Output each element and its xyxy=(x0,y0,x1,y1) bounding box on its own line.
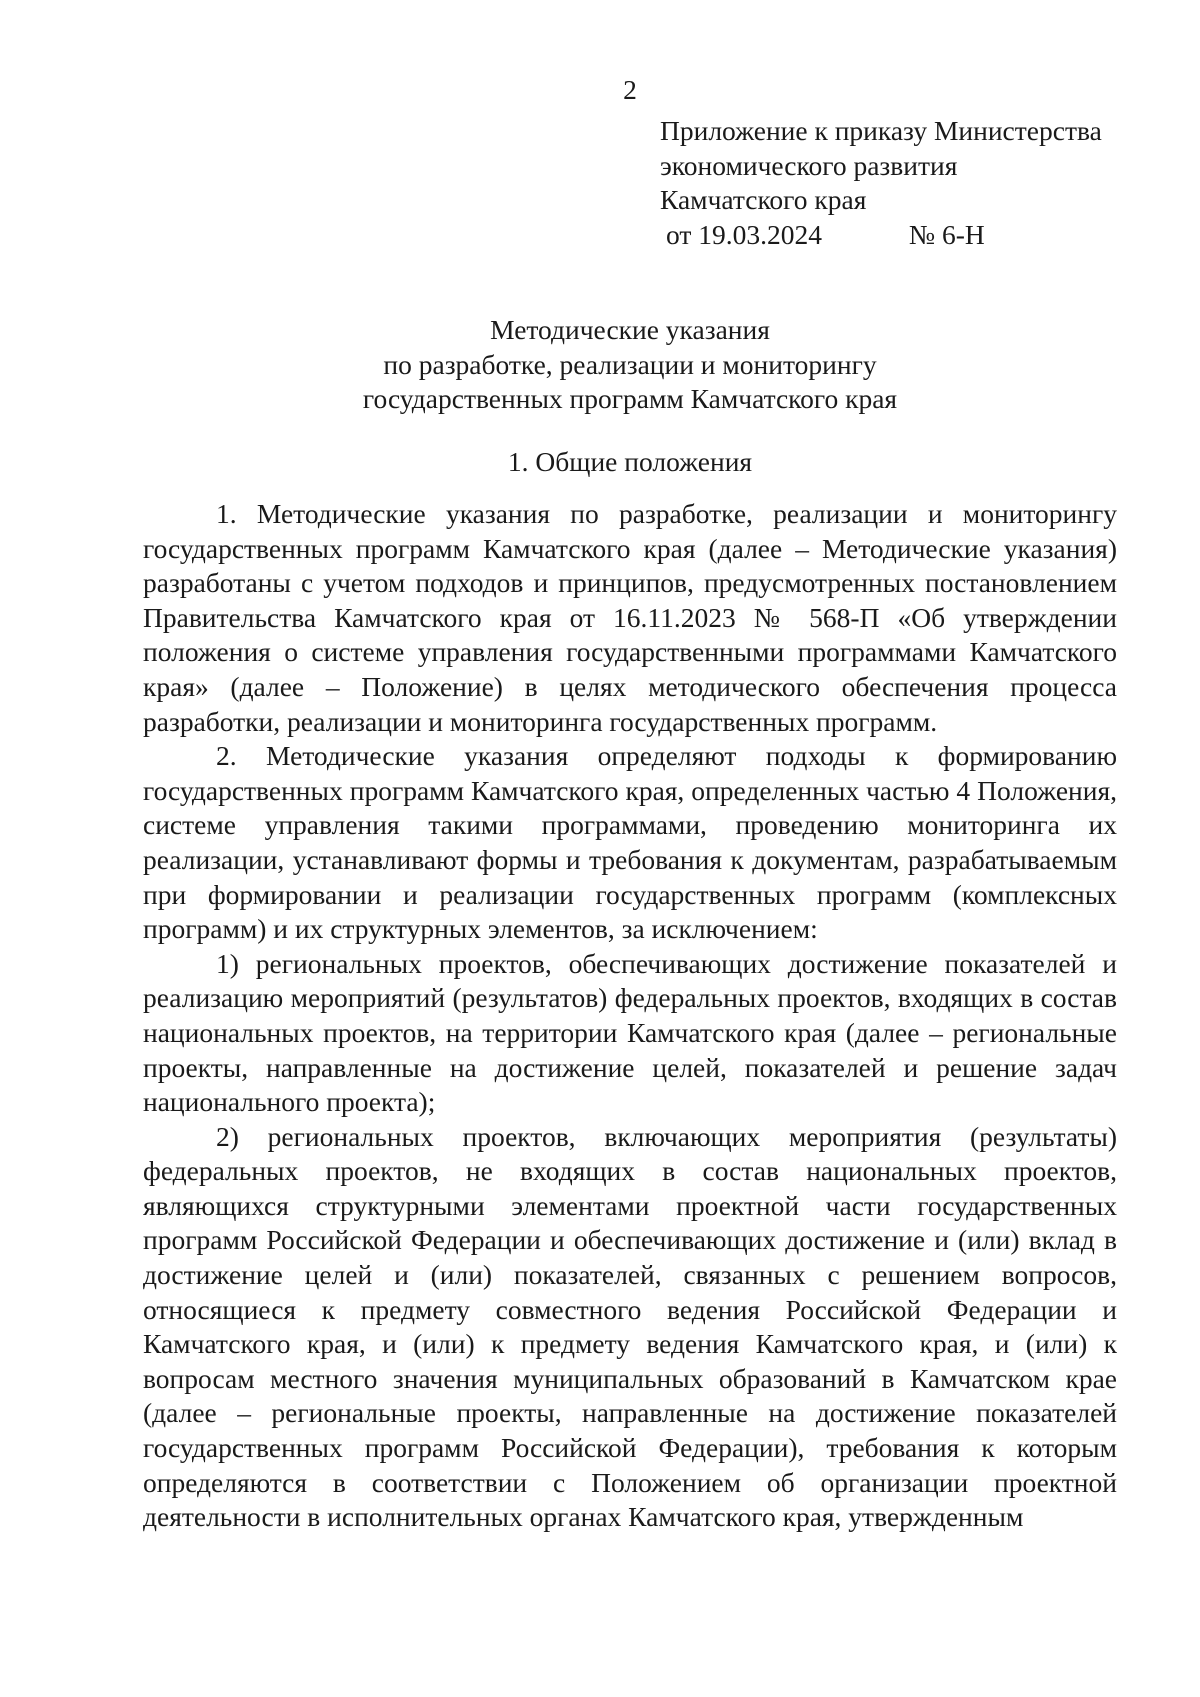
approval-line: Приложение к приказу Министерства xyxy=(660,115,1102,146)
paragraph: 2. Методические указания определяют подходы к формированию государственных программ Камчатского края, определенных частью 4 Положения, системе управления такими программами, проведению мониторинга их реализации, устанавливают формы и требования к документам, разрабатываемым при формировании и реализации государственных программ (комплексных программ) и их структурных элементов, за исключением: xyxy=(143,740,1117,945)
order-date: от 19.03.2024 xyxy=(666,218,823,250)
body-text xyxy=(143,497,1117,1535)
approval-date-line xyxy=(660,218,1140,253)
document-title xyxy=(143,313,1117,417)
order-number: № 6-Н xyxy=(908,218,985,250)
approval-stamp-block xyxy=(660,114,1140,252)
approval-line: Камчатского края xyxy=(660,184,867,215)
section-heading: 1. Общие положения xyxy=(507,446,753,477)
title-line: Методические указания xyxy=(490,314,770,345)
page-number: 2 xyxy=(623,74,637,105)
paragraph: 2) региональных проектов, включающих мероприятия (результаты) федеральных проектов, не входящих в состав национальных проектов, являющихся структурными элементами проектной части государственных программ Российской Федерации и обеспечивающих достижение и (или) вклад в достижение целей и (или) показателей, связанных с решением вопросов, относящиеся к предмету совместного ведения Российской Федерации и Камчатского края, и (или) к предмету ведения Камчатского края, и (или) к вопросам местного значения муниципальных образований в Камчатском крае (далее – региональные проекты, направленные на достижение показателей государственных программ Российской Федерации), требования к которым определяются в соответствии с Положением об организации проектной деятельности в исполнительных органах Камчатского края, утвержденным xyxy=(143,1120,1117,1533)
title-line: государственных программ Камчатского края xyxy=(362,383,898,414)
approval-line: экономического развития xyxy=(660,149,958,181)
paragraph: 1) региональных проектов, обеспечивающих достижение показателей и реализацию мероприятий (результатов) федеральных проектов, входящих в состав национальных проектов, на территории Камчатского края (далее – региональные проекты, направленные на достижение целей, показателей и решение задач национального проекта); xyxy=(143,947,1117,1118)
paragraph: 1. Методические указания по разработке, реализации и мониторингу государственных программ Камчатского края (далее – Методические указания) разработаны с учетом подходов и принципов, предусмотренных постановлением Правительства Камчатского края от 16.11.2023 № 568-П «Об утверждении положения о системе управления государственными программами Камчатского края» (далее – Положение) в целях методического обеспечения процесса разработки, реализации и мониторинга государственных программ. xyxy=(143,498,1117,737)
title-line: по разработке, реализации и мониторингу xyxy=(383,348,877,380)
